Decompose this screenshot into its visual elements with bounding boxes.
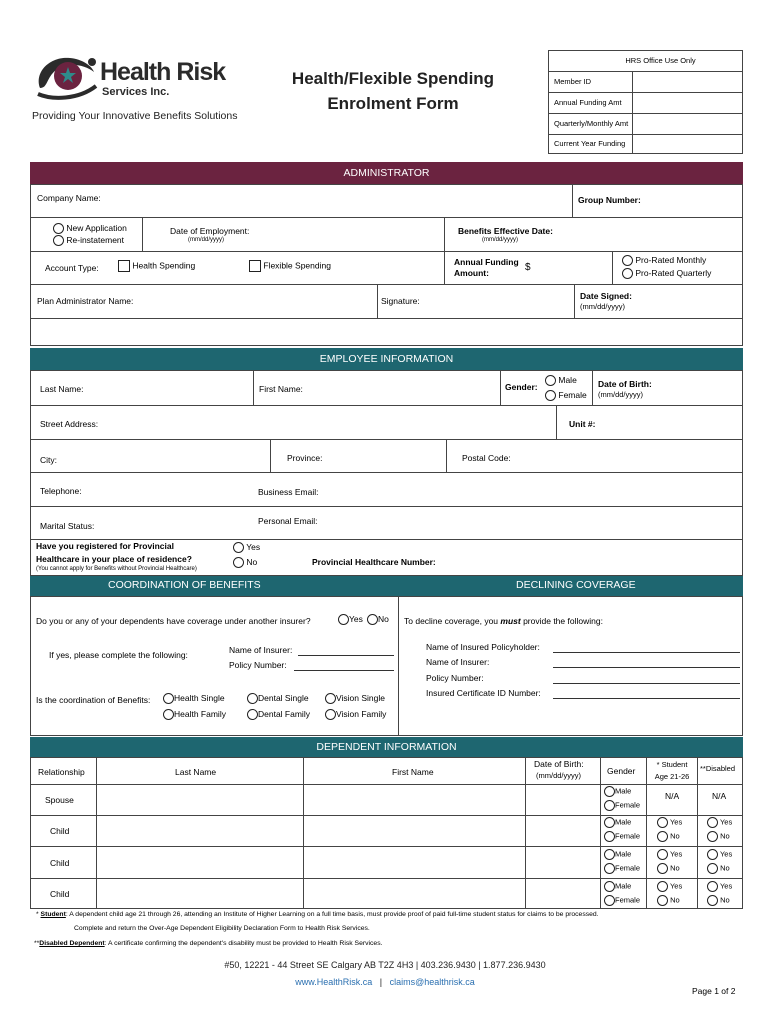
amount-label: Amount:	[454, 268, 489, 278]
office-current-funding: Current Year Funding	[554, 139, 626, 148]
decline-insurer-label: Name of Insurer:	[426, 657, 490, 667]
spouse-female-label: Female	[615, 800, 641, 810]
dental-family-radio[interactable]	[247, 709, 258, 720]
footer-address: #50, 12221 - 44 Street SE Calgary AB T2Z 4H3 | 403.236.9430 | 1.877.236.9430	[224, 960, 546, 970]
health-single-label: Health Single	[174, 693, 225, 703]
dep-first-name-header: First Name	[392, 767, 434, 777]
footer-email-link[interactable]: claims@healthrisk.ca	[389, 977, 475, 987]
if-yes-label: If yes, please complete the following:	[49, 650, 188, 660]
dep-student-header	[648, 759, 696, 783]
flexible-spending-option[interactable]	[249, 260, 331, 272]
child3-student-no-radio[interactable]	[657, 895, 668, 906]
child3-disabled-no-option[interactable]	[707, 895, 730, 906]
first-name-label: First Name:	[259, 384, 303, 394]
dependent-header	[30, 737, 743, 757]
child2-student-yes-label: Yes	[669, 849, 683, 859]
male-label: Male	[558, 375, 577, 385]
telephone-label: Telephone:	[40, 486, 82, 496]
dental-family-option[interactable]	[247, 709, 310, 720]
cob-policy-line[interactable]	[294, 670, 394, 671]
dob-label: Date of Birth:	[598, 379, 652, 389]
city-label: City:	[40, 455, 57, 465]
reinstatement-radio[interactable]	[53, 235, 64, 246]
child1-male-option[interactable]	[604, 817, 631, 828]
student-note: * Student: A dependent child age 21 through 26, attending an Institute of Higher Learning on a full time basis, must provide proof of paid full-time student status for claims to be processed.	[36, 911, 599, 918]
child1-label: Child	[50, 826, 70, 836]
disabled-note-label: Disabled Dependent	[39, 940, 105, 947]
dep-dob-format: (mm/dd/yyyy)	[536, 771, 581, 780]
child3-male-radio[interactable]	[604, 881, 615, 892]
other-insurer-no-label: No	[378, 614, 389, 624]
disabled-note-text: : A certificate confirming the dependent's disability must be provided to Health Risk Services.	[104, 940, 383, 947]
dep-gender-header: Gender	[607, 766, 636, 776]
personal-email-label: Personal Email:	[258, 516, 318, 526]
office-use-header: HRS Office Use Only	[625, 56, 696, 65]
relationship-header: Relationship	[38, 767, 85, 777]
decline-holder-label: Name of Insured Policyholder:	[426, 642, 540, 652]
is-cob-label: Is the coordination of Benefits:	[36, 695, 151, 705]
date-of-employment-format: (mm/dd/yyyy)	[188, 237, 224, 243]
student-note-label: Student	[40, 911, 66, 918]
child2-male-label: Male	[615, 849, 632, 859]
decline-cert-label: Insured Certificate ID Number:	[426, 688, 541, 698]
child1-student-yes-label: Yes	[669, 817, 683, 827]
company-name-label: Company Name:	[37, 193, 101, 203]
spouse-male-radio[interactable]	[604, 786, 615, 797]
health-spending-option[interactable]	[118, 260, 195, 272]
student-header-line1: * Student	[656, 760, 688, 769]
child1-student-no-option[interactable]	[657, 831, 680, 842]
health-single-option[interactable]	[163, 693, 225, 704]
form-title-line2: Enrolment Form	[327, 94, 459, 113]
footer-contact	[0, 977, 770, 987]
page-number: Page 1 of 2	[692, 986, 736, 996]
child2-disabled-no-radio[interactable]	[707, 863, 718, 874]
last-name-label: Last Name:	[40, 384, 84, 394]
health-spending-checkbox[interactable]	[118, 260, 130, 272]
dental-family-label: Dental Family	[258, 709, 310, 719]
plan-administrator-label: Plan Administrator Name:	[37, 296, 134, 306]
health-spending-label: Health Spending	[132, 260, 196, 271]
administrator-header-label: ADMINISTRATOR	[343, 167, 430, 179]
health-family-radio[interactable]	[163, 709, 174, 720]
child2-student-yes-option[interactable]	[657, 849, 682, 860]
reinstatement-label: Re-instatement	[66, 235, 125, 245]
decline-insurer-line[interactable]	[553, 667, 740, 668]
date-signed-format: (mm/dd/yyyy)	[580, 302, 625, 311]
cob-policy-label: Policy Number:	[229, 660, 287, 670]
account-type-label: Account Type:	[45, 263, 99, 273]
provincial-yes-label: Yes	[246, 542, 261, 552]
provincial-no-radio[interactable]	[233, 557, 244, 568]
child3-student-yes-label: Yes	[669, 881, 683, 891]
dependent-header-label: DEPENDENT INFORMATION	[316, 741, 457, 753]
child1-disabled-yes-radio[interactable]	[707, 817, 718, 828]
provincial-no-option[interactable]	[233, 557, 257, 568]
flexible-spending-label: Flexible Spending	[263, 260, 331, 271]
benefits-effective-format: (mm/dd/yyyy)	[482, 237, 518, 243]
decline-intro-must: must	[500, 616, 521, 626]
child1-disabled-yes-option[interactable]	[707, 817, 732, 828]
provincial-question-line2: Healthcare in your place of residence?	[36, 554, 192, 564]
child1-female-label: Female	[615, 831, 641, 841]
female-option[interactable]	[545, 390, 587, 401]
vision-single-label: Vision Single	[336, 693, 385, 703]
child2-student-yes-radio[interactable]	[657, 849, 668, 860]
child3-student-no-option[interactable]	[657, 895, 680, 906]
form-title	[268, 66, 518, 116]
dental-single-option[interactable]	[247, 693, 309, 704]
spouse-label: Spouse	[45, 795, 74, 805]
health-single-radio[interactable]	[163, 693, 174, 704]
new-application-label: New Application	[66, 223, 127, 233]
spouse-female-radio[interactable]	[604, 800, 615, 811]
child3-female-option[interactable]	[604, 895, 640, 906]
child1-student-yes-option[interactable]	[657, 817, 682, 828]
province-label: Province:	[287, 453, 323, 463]
pro-rated-monthly-label: Pro-Rated Monthly	[635, 255, 707, 265]
signature-label: Signature:	[381, 296, 420, 306]
spouse-female-option[interactable]	[604, 800, 640, 811]
dep-disabled-header: **Disabled	[700, 764, 736, 773]
male-radio[interactable]	[545, 375, 556, 386]
postal-code-label: Postal Code:	[462, 453, 511, 463]
child3-disabled-no-radio[interactable]	[707, 895, 718, 906]
child3-student-no-label: No	[670, 895, 680, 905]
child3-student-yes-option[interactable]	[657, 881, 682, 892]
logo-tagline: Providing Your Innovative Benefits Solutions	[32, 110, 238, 122]
child3-female-radio[interactable]	[604, 895, 615, 906]
logo-emblem-icon	[32, 50, 102, 102]
child1-disabled-no-radio[interactable]	[707, 831, 718, 842]
cob-insurer-label: Name of Insurer:	[229, 645, 293, 655]
child2-disabled-no-label: No	[720, 863, 730, 873]
declining-header-label: DECLINING COVERAGE	[516, 579, 636, 591]
logo-name: Health Risk	[100, 58, 226, 86]
child2-female-radio[interactable]	[604, 863, 615, 874]
annual-funding-label: Annual Funding	[454, 257, 519, 267]
company-logo	[32, 50, 237, 122]
marital-status-label: Marital Status:	[40, 521, 95, 531]
child3-student-yes-radio[interactable]	[657, 881, 668, 892]
child1-disabled-no-label: No	[720, 831, 730, 841]
child2-disabled-yes-option[interactable]	[707, 849, 732, 860]
administrator-header	[30, 162, 743, 184]
other-insurer-yes-label: Yes	[349, 614, 363, 624]
employee-header-label: EMPLOYEE INFORMATION	[319, 353, 454, 365]
child1-female-option[interactable]	[604, 831, 640, 842]
new-application-option[interactable]	[53, 223, 127, 234]
spouse-male-option[interactable]	[604, 786, 631, 797]
date-of-employment-label: Date of Employment:	[170, 226, 250, 236]
female-radio[interactable]	[545, 390, 556, 401]
date-signed-label: Date Signed:	[580, 291, 632, 301]
child1-female-radio[interactable]	[604, 831, 615, 842]
child2-female-label: Female	[615, 863, 641, 873]
health-family-option[interactable]	[163, 709, 226, 720]
child3-label: Child	[50, 889, 70, 899]
decline-holder-line[interactable]	[553, 652, 740, 653]
dental-single-radio[interactable]	[247, 693, 258, 704]
group-number-label: Group Number:	[578, 195, 641, 205]
child2-disabled-yes-label: Yes	[719, 849, 733, 859]
student-note-line2: Complete and return the Over-Age Dependent Eligibility Declaration Form to Health Risk Services.	[74, 925, 370, 932]
unit-label: Unit #:	[569, 419, 596, 429]
child2-female-option[interactable]	[604, 863, 640, 874]
vision-family-option[interactable]	[325, 709, 386, 720]
new-application-radio[interactable]	[53, 223, 64, 234]
provincial-number-label: Provincial Healthcare Number:	[312, 557, 436, 567]
reinstatement-option[interactable]	[53, 235, 124, 246]
child1-male-radio[interactable]	[604, 817, 615, 828]
child1-disabled-yes-label: Yes	[719, 817, 733, 827]
child1-male-label: Male	[615, 817, 632, 827]
vision-family-label: Vision Family	[336, 709, 387, 719]
spouse-male-label: Male	[615, 786, 632, 796]
office-annual-amt: Annual Funding Amt	[554, 98, 622, 107]
male-option[interactable]	[545, 375, 577, 386]
form-title-line1: Health/Flexible Spending	[291, 69, 495, 88]
female-label: Female	[558, 390, 587, 400]
employee-header	[30, 348, 743, 370]
child3-disabled-yes-option[interactable]	[707, 881, 732, 892]
business-email-label: Business Email:	[258, 487, 319, 497]
child1-student-no-label: No	[670, 831, 680, 841]
dep-last-name-header: Last Name	[175, 767, 217, 777]
child2-disabled-no-option[interactable]	[707, 863, 730, 874]
disabled-note: **Disabled Dependent: A certificate confirming the dependent's disability must be provided to Health Risk Services.	[34, 940, 383, 947]
child2-student-no-label: No	[670, 863, 680, 873]
footer-separator: |	[379, 977, 383, 987]
vision-single-radio[interactable]	[325, 693, 336, 704]
dob-format: (mm/dd/yyyy)	[598, 390, 643, 399]
child1-student-no-radio[interactable]	[657, 831, 668, 842]
child3-disabled-no-label: No	[720, 895, 730, 905]
student-header-line2: Age 21-26	[654, 772, 690, 781]
vision-single-option[interactable]	[325, 693, 385, 704]
dep-dob-header: Date of Birth:	[534, 759, 584, 769]
cob-insurer-line[interactable]	[298, 655, 394, 656]
dental-single-label: Dental Single	[258, 693, 309, 703]
child2-male-radio[interactable]	[604, 849, 615, 860]
child2-male-option[interactable]	[604, 849, 631, 860]
student-note-text: : A dependent child age 21 through 26, attending an Institute of Higher Learning on a full time basis, must provide proof of paid full-time student status for claims to be processed.	[65, 911, 599, 918]
pro-rated-monthly-option[interactable]	[622, 255, 706, 266]
other-insurer-question: Do you or any of your dependents have coverage under another insurer?	[36, 616, 311, 626]
child1-disabled-no-option[interactable]	[707, 831, 730, 842]
child3-disabled-yes-radio[interactable]	[707, 881, 718, 892]
footer-website-link[interactable]: www.HealthRisk.ca	[295, 977, 373, 987]
street-address-label: Street Address:	[40, 419, 99, 429]
child2-label: Child	[50, 858, 70, 868]
child2-student-no-radio[interactable]	[657, 863, 668, 874]
pro-rated-quarterly-option[interactable]	[622, 268, 711, 279]
pro-rated-monthly-radio[interactable]	[622, 255, 633, 266]
child3-male-label: Male	[615, 881, 632, 891]
spouse-disabled-na: N/A	[712, 791, 727, 801]
spouse-student-na: N/A	[665, 791, 680, 801]
pro-rated-quarterly-label: Pro-Rated Quarterly	[635, 268, 712, 278]
office-member-id: Member ID	[554, 77, 592, 86]
provincial-no-label: No	[246, 557, 258, 567]
dollar-sign: $	[525, 262, 531, 273]
pro-rated-quarterly-radio[interactable]	[622, 268, 633, 279]
decline-cert-line[interactable]	[553, 698, 740, 699]
child3-disabled-yes-label: Yes	[719, 881, 733, 891]
child2-disabled-yes-radio[interactable]	[707, 849, 718, 860]
health-family-label: Health Family	[174, 709, 226, 719]
office-quarterly-amt: Quarterly/Monthly Amt	[554, 119, 629, 128]
vision-family-radio[interactable]	[325, 709, 336, 720]
provincial-yes-option[interactable]	[233, 542, 260, 553]
child3-male-option[interactable]	[604, 881, 631, 892]
decline-intro-a: To decline coverage, you	[404, 616, 501, 626]
decline-intro	[404, 616, 603, 626]
child1-student-yes-radio[interactable]	[657, 817, 668, 828]
decline-policy-line[interactable]	[553, 683, 740, 684]
logo-subname: Services Inc.	[102, 86, 170, 98]
other-insurer-no-radio[interactable]	[367, 614, 378, 625]
child2-student-no-option[interactable]	[657, 863, 680, 874]
gender-label: Gender:	[505, 382, 538, 392]
provincial-registered-question	[36, 540, 192, 566]
coordination-header-label: COORDINATION OF BENEFITS	[108, 579, 261, 591]
flexible-spending-checkbox[interactable]	[249, 260, 261, 272]
other-insurer-no-option[interactable]	[367, 614, 389, 625]
decline-policy-label: Policy Number:	[426, 673, 484, 683]
decline-intro-b: provide the following:	[520, 616, 603, 626]
other-insurer-yes-radio[interactable]	[338, 614, 349, 625]
child3-female-label: Female	[615, 895, 641, 905]
provincial-yes-radio[interactable]	[233, 542, 244, 553]
provincial-note: (You cannot apply for Benefits without Provincial Healthcare)	[36, 566, 197, 572]
provincial-question-line1: Have you registered for Provincial	[36, 541, 174, 551]
benefits-effective-label: Benefits Effective Date:	[458, 226, 553, 236]
other-insurer-yes-option[interactable]	[338, 614, 363, 625]
